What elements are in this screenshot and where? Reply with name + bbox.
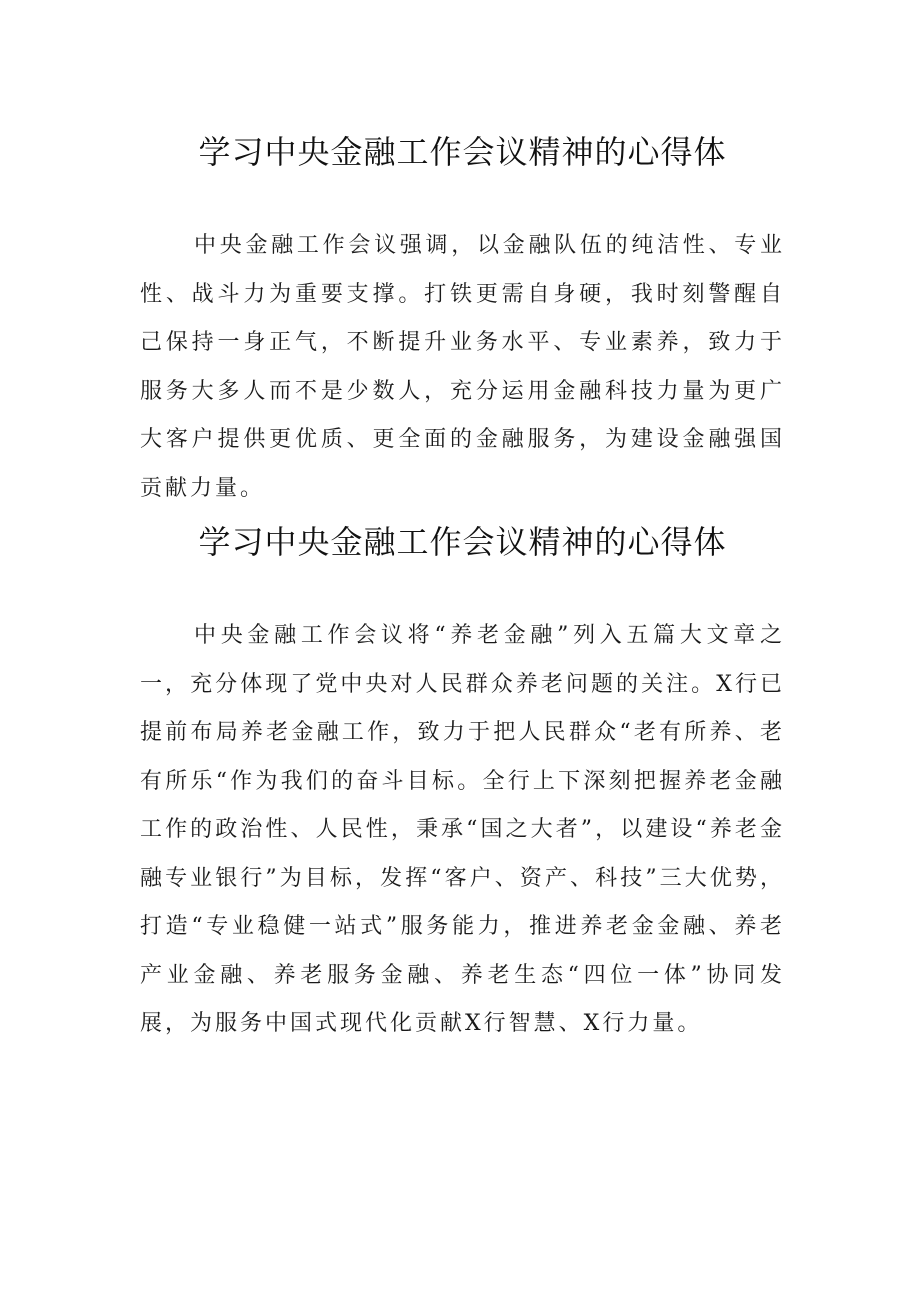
section-2-paragraph: 中央金融工作会议将“养老金融”列入五篇大文章之一，充分体现了党中央对人民群众养老问题的关注。X行已提前布局养老金融工作，致力于把人民群众“老有所养、老有所乐“作为我们的奋斗目标。全行上下深刻把握养老金融工作的政治性、人民性，秉承“国之大者”，以建设“养老金融专业银行”为目标，发挥“客户、资产、科技”三大优势，打造“专业稳健一站式”服务能力，推进养老金金融、养老产业金融、养老服务金融、养老生态“四位一体”协同发展，为服务中国式现代化贡献X行智慧、X行力量。	[140, 623, 785, 1036]
section-2-title: 学习中央金融工作会议精神的心得体	[198, 523, 727, 561]
article-section-1	[140, 130, 785, 513]
article-section-2	[140, 520, 785, 1049]
section-1-paragraph: 中央金融工作会议强调，以金融队伍的纯洁性、专业性、战斗力为重要支撑。打铁更需自身硬，我时刻警醒自己保持一身正气，不断提升业务水平、专业素养，致力于服务大多人而不是少数人，充分运用金融科技力量为更广大客户提供更优质、更全面的金融服务，为建设金融强国贡献力量。	[140, 233, 785, 501]
section-1-title: 学习中央金融工作会议精神的心得体	[198, 133, 727, 171]
